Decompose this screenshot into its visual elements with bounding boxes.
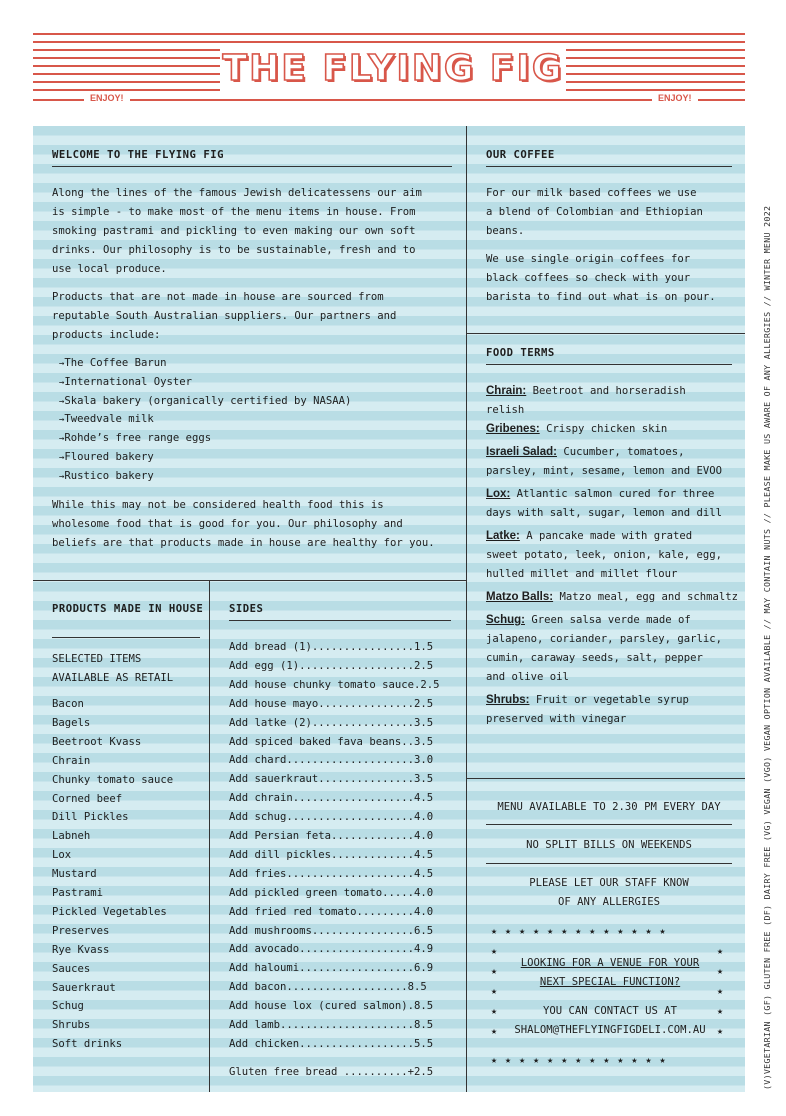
food-term-desc bbox=[486, 710, 626, 729]
side-item: Add sauerkraut...............3.5 bbox=[229, 773, 434, 786]
side-item: Add bread (1)................1.5 bbox=[229, 641, 434, 653]
food-term-desc bbox=[486, 565, 677, 584]
star-icon: ★ bbox=[491, 966, 498, 977]
coffee-heading: OUR COFFEE bbox=[486, 149, 555, 161]
products-subheading: SELECTED ITEMS AVAILABLE AS RETAIL bbox=[52, 653, 174, 684]
page-title: THE FLYING FIG bbox=[222, 47, 564, 89]
food-term-text: Crispy chicken skin bbox=[539, 423, 668, 435]
partner-name: International Oyster bbox=[64, 375, 192, 388]
product-item: Schug bbox=[52, 1000, 84, 1013]
side-item: Add egg (1)..................2.5 bbox=[229, 659, 434, 672]
side-dietary-note: (V)VEGETARIAN (GF) GLUTEN FREE (DF) DAIRY FREE (VG) VEGAN (VGO) VEGAN OPTION AVAILABLE // MAY CONTAIN NUTS // PLEASE MAKE US AWARE OF ANY ALLERGIES // WINTER MENU 2022 bbox=[762, 205, 772, 1090]
food-term-text: relish bbox=[486, 404, 525, 416]
food-term-text: Green salsa verde made of bbox=[524, 614, 691, 626]
food-term-text: Cucumber, tomatoes, bbox=[556, 446, 685, 458]
product-item: Pickled Vegetables bbox=[52, 905, 167, 918]
food-term-text: Fruit or vegetable syrup bbox=[529, 694, 689, 706]
product-item: Bacon bbox=[52, 698, 84, 710]
menu-hours-notice: MENU AVAILABLE TO 2.30 PM EVERY DAY bbox=[497, 801, 721, 813]
food-term-name: Lox: bbox=[486, 488, 511, 500]
product-item: Mustard bbox=[52, 868, 97, 881]
arrow-icon: → bbox=[59, 415, 65, 426]
food-term-name: Matzo Balls: bbox=[486, 591, 554, 603]
venue-line-2: NEXT SPECIAL FUNCTION? bbox=[539, 976, 681, 988]
enjoy-right: ENJOY! bbox=[652, 93, 698, 103]
arrow-icon: → bbox=[59, 434, 65, 445]
product-item: Labneh bbox=[52, 830, 91, 843]
food-term-text: and olive oil bbox=[486, 671, 569, 683]
partner-item bbox=[59, 410, 154, 430]
food-term-text: Matzo meal, egg and schmaltz bbox=[553, 591, 739, 603]
product-item: Chunky tomato sauce bbox=[52, 773, 174, 786]
arrow-icon: → bbox=[59, 471, 65, 482]
product-item: Lox bbox=[52, 849, 72, 862]
food-term-text: sweet potato, leek, onion, kale, egg, bbox=[486, 549, 722, 561]
food-term-text: days with salt, sugar, lemon and dill bbox=[486, 507, 722, 519]
welcome-para-1: Along the lines of the famous Jewish delicatessens our aim is simple - to make most of the menu items in house. From smoking pastrami and pickling to even making our own soft drinks. Our philosophy is to be sustainable, fresh and to use local produce. bbox=[52, 187, 422, 275]
food-term-desc bbox=[486, 462, 722, 481]
welcome-para-2: Products that are not made in house are sourced from reputable South Australian suppliers. Our partners and products include: bbox=[52, 291, 397, 341]
star-icon: ★ bbox=[717, 946, 724, 957]
product-item: Shrubs bbox=[52, 1019, 91, 1032]
partner-item bbox=[59, 429, 211, 449]
star-icon: ★ bbox=[491, 1026, 498, 1037]
partner-name: Floured bakery bbox=[64, 451, 154, 463]
food-term-text: Atlantic salmon cured for three bbox=[510, 488, 715, 500]
product-item: Chrain bbox=[52, 754, 91, 767]
side-item: Add spiced baked fava beans..3.5 bbox=[229, 735, 434, 748]
product-item: Pastrami bbox=[52, 887, 104, 899]
gluten-free-bread-item: Gluten free bread ..........+2.5 bbox=[229, 1066, 434, 1078]
side-item: Add schug....................4.0 bbox=[229, 811, 434, 824]
contact-email[interactable]: SHALOM@THEFLYINGFIGDELI.COM.AU bbox=[514, 1024, 706, 1036]
food-term bbox=[486, 611, 691, 630]
food-term-name: Latke: bbox=[486, 530, 520, 542]
product-item: Soft drinks bbox=[52, 1038, 123, 1051]
food-term-desc bbox=[486, 630, 722, 649]
arrow-icon: → bbox=[59, 396, 65, 407]
partner-item bbox=[59, 373, 192, 393]
side-item: Add dill pickles.............4.5 bbox=[229, 848, 434, 861]
partner-item bbox=[59, 354, 166, 374]
welcome-para-3: While this may not be considered health food this is wholesome food that is good for you. Our philosophy and beliefs are that products made in house are healthy for you. bbox=[52, 499, 435, 549]
product-item: Bagels bbox=[52, 716, 91, 729]
partner-name: Tweedvale milk bbox=[64, 413, 154, 426]
star-icon: ★ bbox=[717, 966, 724, 977]
side-item: Add chicken..................5.5 bbox=[229, 1037, 434, 1050]
welcome-heading: WELCOME TO THE FLYING FIG bbox=[52, 149, 224, 161]
product-item: Sauerkraut bbox=[52, 981, 116, 994]
products-heading: PRODUCTS MADE IN HOUSE bbox=[52, 603, 204, 615]
enjoy-left: ENJOY! bbox=[84, 93, 130, 103]
food-term bbox=[486, 443, 685, 462]
side-item: Add mushrooms................6.5 bbox=[229, 924, 434, 937]
side-item: Add house mayo...............2.5 bbox=[229, 697, 434, 710]
side-item: Add haloumi..................6.9 bbox=[229, 962, 434, 975]
food-term-name: Shrubs: bbox=[486, 694, 530, 706]
product-item: Rye Kvass bbox=[52, 943, 110, 956]
food-term-text: A pancake made with grated bbox=[519, 530, 693, 542]
arrow-icon: → bbox=[59, 359, 65, 369]
side-item: Add avocado..................4.9 bbox=[229, 943, 434, 956]
split-bills-notice: NO SPLIT BILLS ON WEEKENDS bbox=[526, 839, 692, 851]
menu-panel bbox=[33, 126, 745, 1092]
arrow-icon: → bbox=[59, 377, 65, 388]
side-item: Add fried red tomato.........4.0 bbox=[229, 905, 434, 918]
food-term-text: Beetroot and horseradish bbox=[526, 385, 686, 397]
coffee-para-2: We use single origin coffees for black coffees so check with your barista to find out what is on pour. bbox=[486, 253, 716, 303]
side-item: Add house chunky tomato sauce.2.5 bbox=[229, 678, 440, 691]
star-icon: ★ bbox=[491, 946, 498, 957]
food-term-text: jalapeno, coriander, parsley, garlic, bbox=[486, 633, 722, 645]
coffee-para-1: For our milk based coffees we use a blend of Colombian and Ethiopian beans. bbox=[486, 187, 703, 237]
star-icon: ★ bbox=[717, 1026, 724, 1037]
side-item: Add chrain...................4.5 bbox=[229, 792, 434, 805]
contact-line: YOU CAN CONTACT US AT bbox=[543, 1005, 677, 1017]
food-term-text: hulled millet and millet flour bbox=[486, 568, 678, 580]
partner-item bbox=[59, 392, 351, 412]
product-item: Beetroot Kvass bbox=[52, 735, 142, 748]
partner-name: The Coffee Barun bbox=[64, 357, 167, 369]
side-item: Add pickled green tomato.....4.0 bbox=[229, 886, 434, 899]
sides-heading: SIDES bbox=[229, 603, 264, 615]
partner-name: Skala bakery (organically certified by NASAA) bbox=[64, 394, 352, 407]
product-item: Preserves bbox=[52, 924, 110, 937]
title-box bbox=[220, 44, 566, 92]
food-term-desc bbox=[486, 546, 722, 565]
food-term bbox=[486, 527, 692, 546]
star-border-bottom: ★ ★ ★ ★ ★ ★ ★ ★ ★ ★ ★ ★ ★ bbox=[491, 1055, 667, 1066]
side-item: Add bacon...................8.5 bbox=[229, 981, 427, 994]
food-term bbox=[486, 420, 667, 439]
star-icon: ★ bbox=[491, 986, 498, 997]
side-item: Add Persian feta.............4.0 bbox=[229, 830, 434, 842]
side-item: Add fries....................4.5 bbox=[229, 867, 434, 880]
product-item: Dill Pickles bbox=[52, 811, 129, 824]
partner-name: Rohde’s free range eggs bbox=[64, 432, 212, 445]
partner-name: Rustico bakery bbox=[64, 469, 154, 482]
star-icon: ★ bbox=[717, 986, 724, 997]
food-term-desc bbox=[486, 649, 703, 668]
food-term-text: parsley, mint, sesame, lemon and EVOO bbox=[486, 465, 722, 477]
food-term bbox=[486, 382, 686, 401]
partner-item bbox=[59, 448, 154, 468]
star-border-top: ★ ★ ★ ★ ★ ★ ★ ★ ★ ★ ★ ★ ★ bbox=[491, 926, 667, 937]
product-item: Sauces bbox=[52, 962, 91, 975]
food-term bbox=[486, 588, 738, 607]
food-term-name: Gribenes: bbox=[486, 423, 540, 435]
allergies-notice: PLEASE LET OUR STAFF KNOW OF ANY ALLERGIES bbox=[529, 877, 689, 908]
side-item: Add latke (2)................3.5 bbox=[229, 716, 434, 729]
food-term bbox=[486, 485, 714, 504]
food-terms-heading: FOOD TERMS bbox=[486, 347, 555, 359]
side-item: Add house lox (cured salmon).8.5 bbox=[229, 1000, 434, 1013]
food-term-desc bbox=[486, 504, 722, 523]
food-term-desc bbox=[486, 401, 524, 420]
food-term-name: Schug: bbox=[486, 614, 525, 626]
product-item: Corned beef bbox=[52, 792, 123, 805]
food-term-desc bbox=[486, 668, 569, 687]
arrow-icon: → bbox=[59, 453, 65, 463]
side-item: Add chard....................3.0 bbox=[229, 754, 434, 767]
venue-line-1: LOOKING FOR A VENUE FOR YOUR bbox=[520, 957, 700, 969]
side-item: Add lamb.....................8.5 bbox=[229, 1019, 434, 1031]
food-term bbox=[486, 691, 689, 710]
star-icon: ★ bbox=[491, 1006, 498, 1017]
food-term-text: preserved with vinegar bbox=[486, 713, 627, 725]
partner-item bbox=[59, 467, 154, 487]
food-term-name: Israeli Salad: bbox=[486, 446, 557, 458]
food-term-text: cumin, caraway seeds, salt, pepper bbox=[486, 652, 703, 664]
star-icon: ★ bbox=[717, 1006, 724, 1017]
food-term-name: Chrain: bbox=[486, 385, 527, 397]
